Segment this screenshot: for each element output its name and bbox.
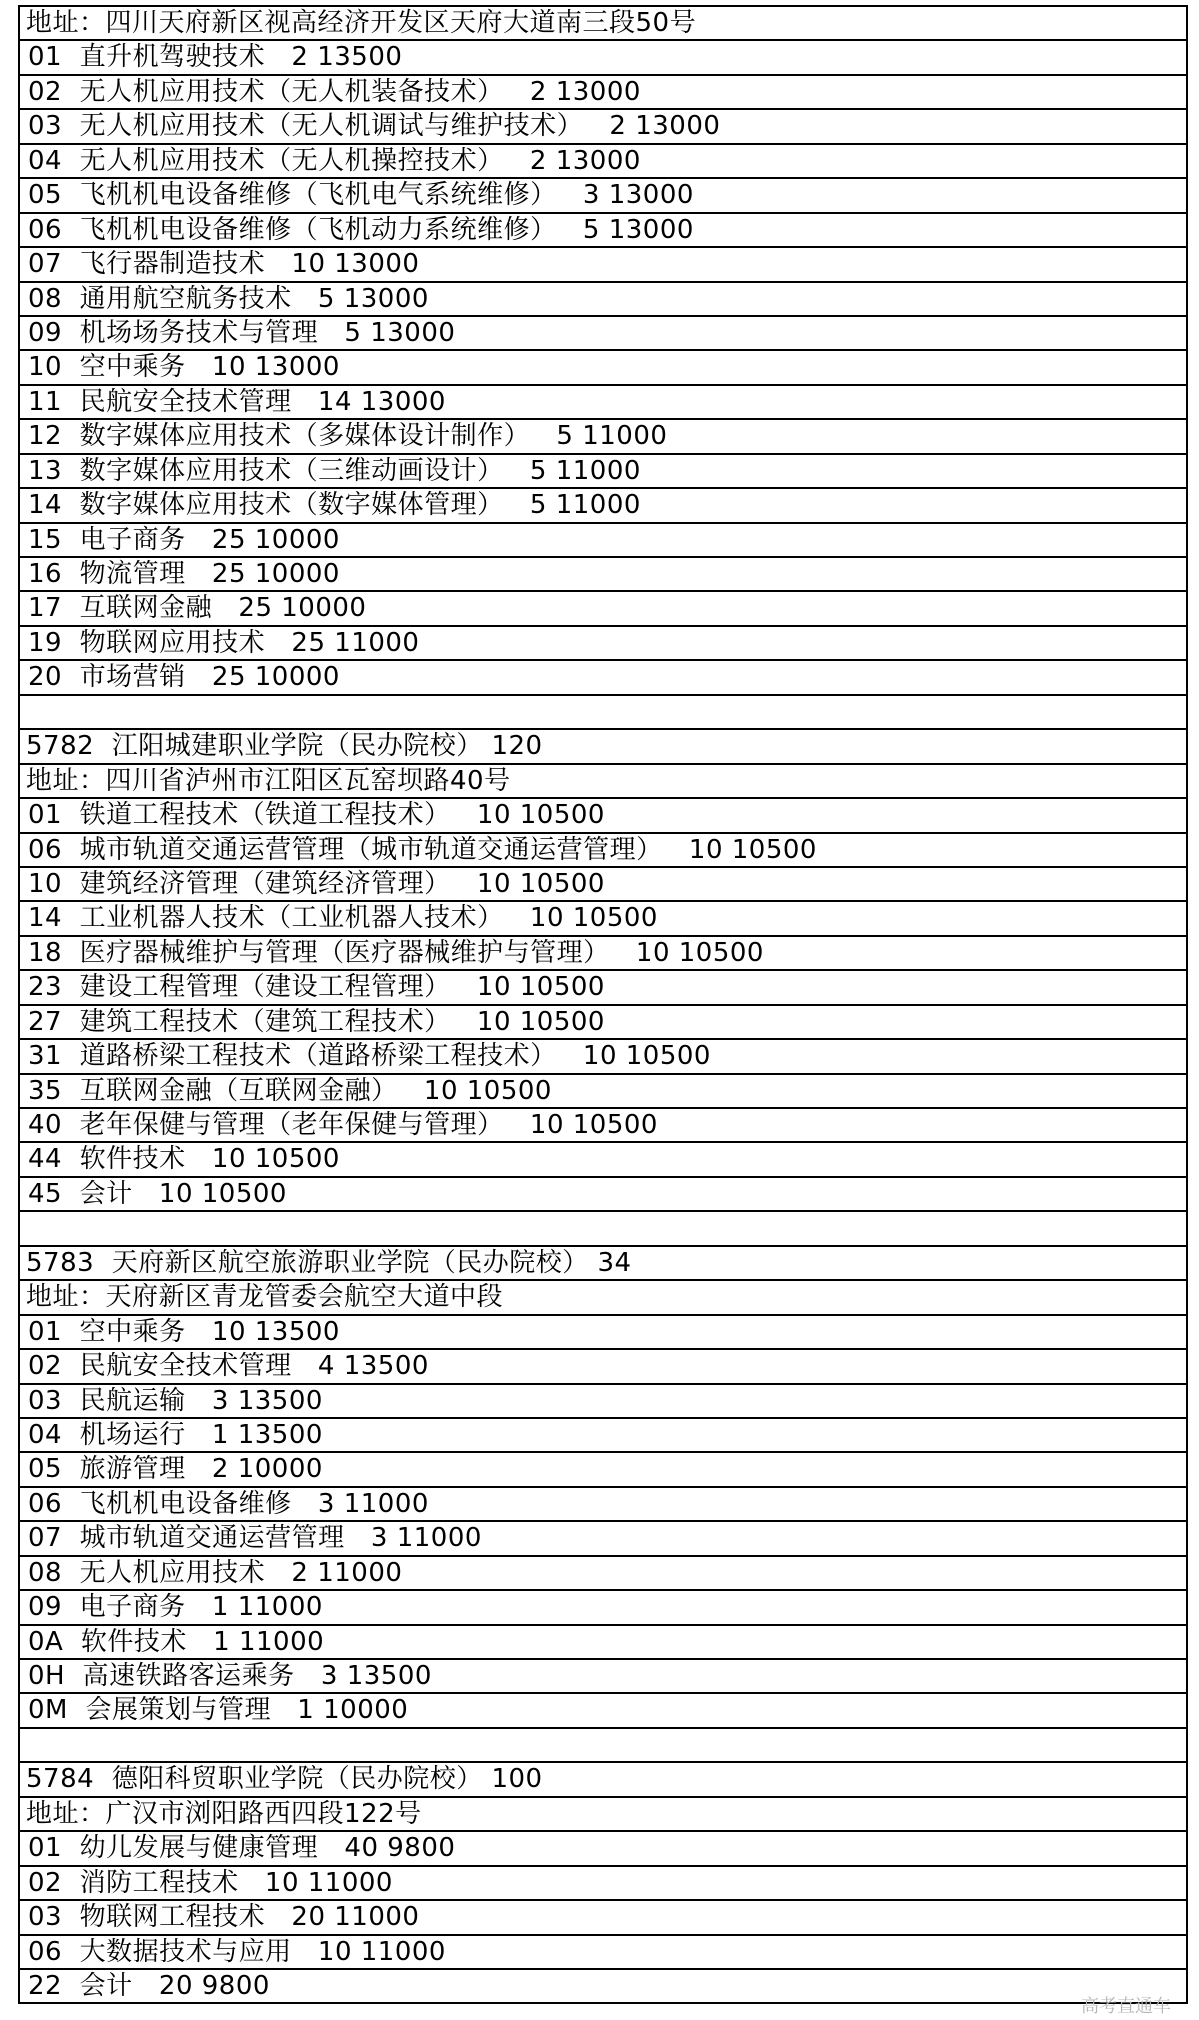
table-row: 0M 会展策划与管理 1 10000 <box>20 1694 1186 1728</box>
table-row: 06 飞机机电设备维修 3 11000 <box>20 1488 1186 1522</box>
table-row: 01 空中乘务 10 13500 <box>20 1316 1186 1350</box>
table-row: 04 机场运行 1 13500 <box>20 1419 1186 1453</box>
table-row: 27 建筑工程技术（建筑工程技术） 10 10500 <box>20 1006 1186 1040</box>
table-row: 15 电子商务 25 10000 <box>20 524 1186 558</box>
table-row: 01 幼儿发展与健康管理 40 9800 <box>20 1832 1186 1866</box>
table-row: 11 民航安全技术管理 14 13000 <box>20 386 1186 420</box>
table-row: 06 飞机机电设备维修（飞机动力系统维修） 5 13000 <box>20 214 1186 248</box>
table-row: 14 工业机器人技术（工业机器人技术） 10 10500 <box>20 902 1186 936</box>
enrollment-table <box>18 5 1188 2004</box>
table-header-row: 地址：天府新区青龙管委会航空大道中段 <box>20 1281 1186 1315</box>
table-row: 04 无人机应用技术（无人机操控技术） 2 13000 <box>20 145 1186 179</box>
table-row: 16 物流管理 25 10000 <box>20 558 1186 592</box>
table-row: 44 软件技术 10 10500 <box>20 1143 1186 1177</box>
table-row: 07 飞行器制造技术 10 13000 <box>20 248 1186 282</box>
table-row: 05 旅游管理 2 10000 <box>20 1453 1186 1487</box>
table-row: 06 城市轨道交通运营管理（城市轨道交通运营管理） 10 10500 <box>20 834 1186 868</box>
table-header-row: 5784 德阳科贸职业学院（民办院校） 100 <box>20 1763 1186 1797</box>
table-header-row: 地址：四川天府新区视高经济开发区天府大道南三段50号 <box>20 7 1186 41</box>
table-row: 02 民航安全技术管理 4 13500 <box>20 1350 1186 1384</box>
table-row: 45 会计 10 10500 <box>20 1178 1186 1212</box>
table-row: 12 数字媒体应用技术（多媒体设计制作） 5 11000 <box>20 420 1186 454</box>
table-row: 35 互联网金融（互联网金融） 10 10500 <box>20 1075 1186 1109</box>
table-row: 07 城市轨道交通运营管理 3 11000 <box>20 1522 1186 1556</box>
table-row: 03 民航运输 3 13500 <box>20 1385 1186 1419</box>
table-row: 10 建筑经济管理（建筑经济管理） 10 10500 <box>20 868 1186 902</box>
table-spacer-row <box>20 1729 1186 1763</box>
table-row: 08 无人机应用技术 2 11000 <box>20 1557 1186 1591</box>
table-row: 01 铁道工程技术（铁道工程技术） 10 10500 <box>20 799 1186 833</box>
table-row: 01 直升机驾驶技术 2 13500 <box>20 41 1186 75</box>
table-row: 19 物联网应用技术 25 11000 <box>20 627 1186 661</box>
table-row: 03 无人机应用技术（无人机调试与维护技术） 2 13000 <box>20 110 1186 144</box>
table-row: 20 市场营销 25 10000 <box>20 661 1186 695</box>
watermark-text: 高考直通车 <box>1081 1996 1171 2017</box>
table-row: 17 互联网金融 25 10000 <box>20 592 1186 626</box>
table-row: 0A 软件技术 1 11000 <box>20 1626 1186 1660</box>
table-row: 03 物联网工程技术 20 11000 <box>20 1901 1186 1935</box>
table-row: 08 通用航空航务技术 5 13000 <box>20 283 1186 317</box>
table-row: 13 数字媒体应用技术（三维动画设计） 5 11000 <box>20 455 1186 489</box>
table-spacer-row <box>20 1212 1186 1246</box>
table-row: 0H 高速铁路客运乘务 3 13500 <box>20 1660 1186 1694</box>
table-header-row: 5783 天府新区航空旅游职业学院（民办院校） 34 <box>20 1247 1186 1281</box>
table-row: 18 医疗器械维护与管理（医疗器械维护与管理） 10 10500 <box>20 937 1186 971</box>
table-row: 14 数字媒体应用技术（数字媒体管理） 5 11000 <box>20 489 1186 523</box>
table-row: 05 飞机机电设备维修（飞机电气系统维修） 3 13000 <box>20 179 1186 213</box>
table-row: 22 会计 20 9800 <box>20 1970 1186 2004</box>
table-row: 40 老年保健与管理（老年保健与管理） 10 10500 <box>20 1109 1186 1143</box>
table-row: 06 大数据技术与应用 10 11000 <box>20 1936 1186 1970</box>
table-header-row: 5782 江阳城建职业学院（民办院校） 120 <box>20 730 1186 764</box>
table-header-row: 地址：四川省泸州市江阳区瓦窑坝路40号 <box>20 765 1186 799</box>
table-row: 02 消防工程技术 10 11000 <box>20 1867 1186 1901</box>
table-spacer-row <box>20 696 1186 730</box>
table-row: 10 空中乘务 10 13000 <box>20 351 1186 385</box>
table-header-row: 地址：广汉市浏阳路西四段122号 <box>20 1798 1186 1832</box>
table-row: 31 道路桥梁工程技术（道路桥梁工程技术） 10 10500 <box>20 1040 1186 1074</box>
table-row: 09 机场场务技术与管理 5 13000 <box>20 317 1186 351</box>
table-row: 02 无人机应用技术（无人机装备技术） 2 13000 <box>20 76 1186 110</box>
table-row: 09 电子商务 1 11000 <box>20 1591 1186 1625</box>
table-row: 23 建设工程管理（建设工程管理） 10 10500 <box>20 971 1186 1005</box>
